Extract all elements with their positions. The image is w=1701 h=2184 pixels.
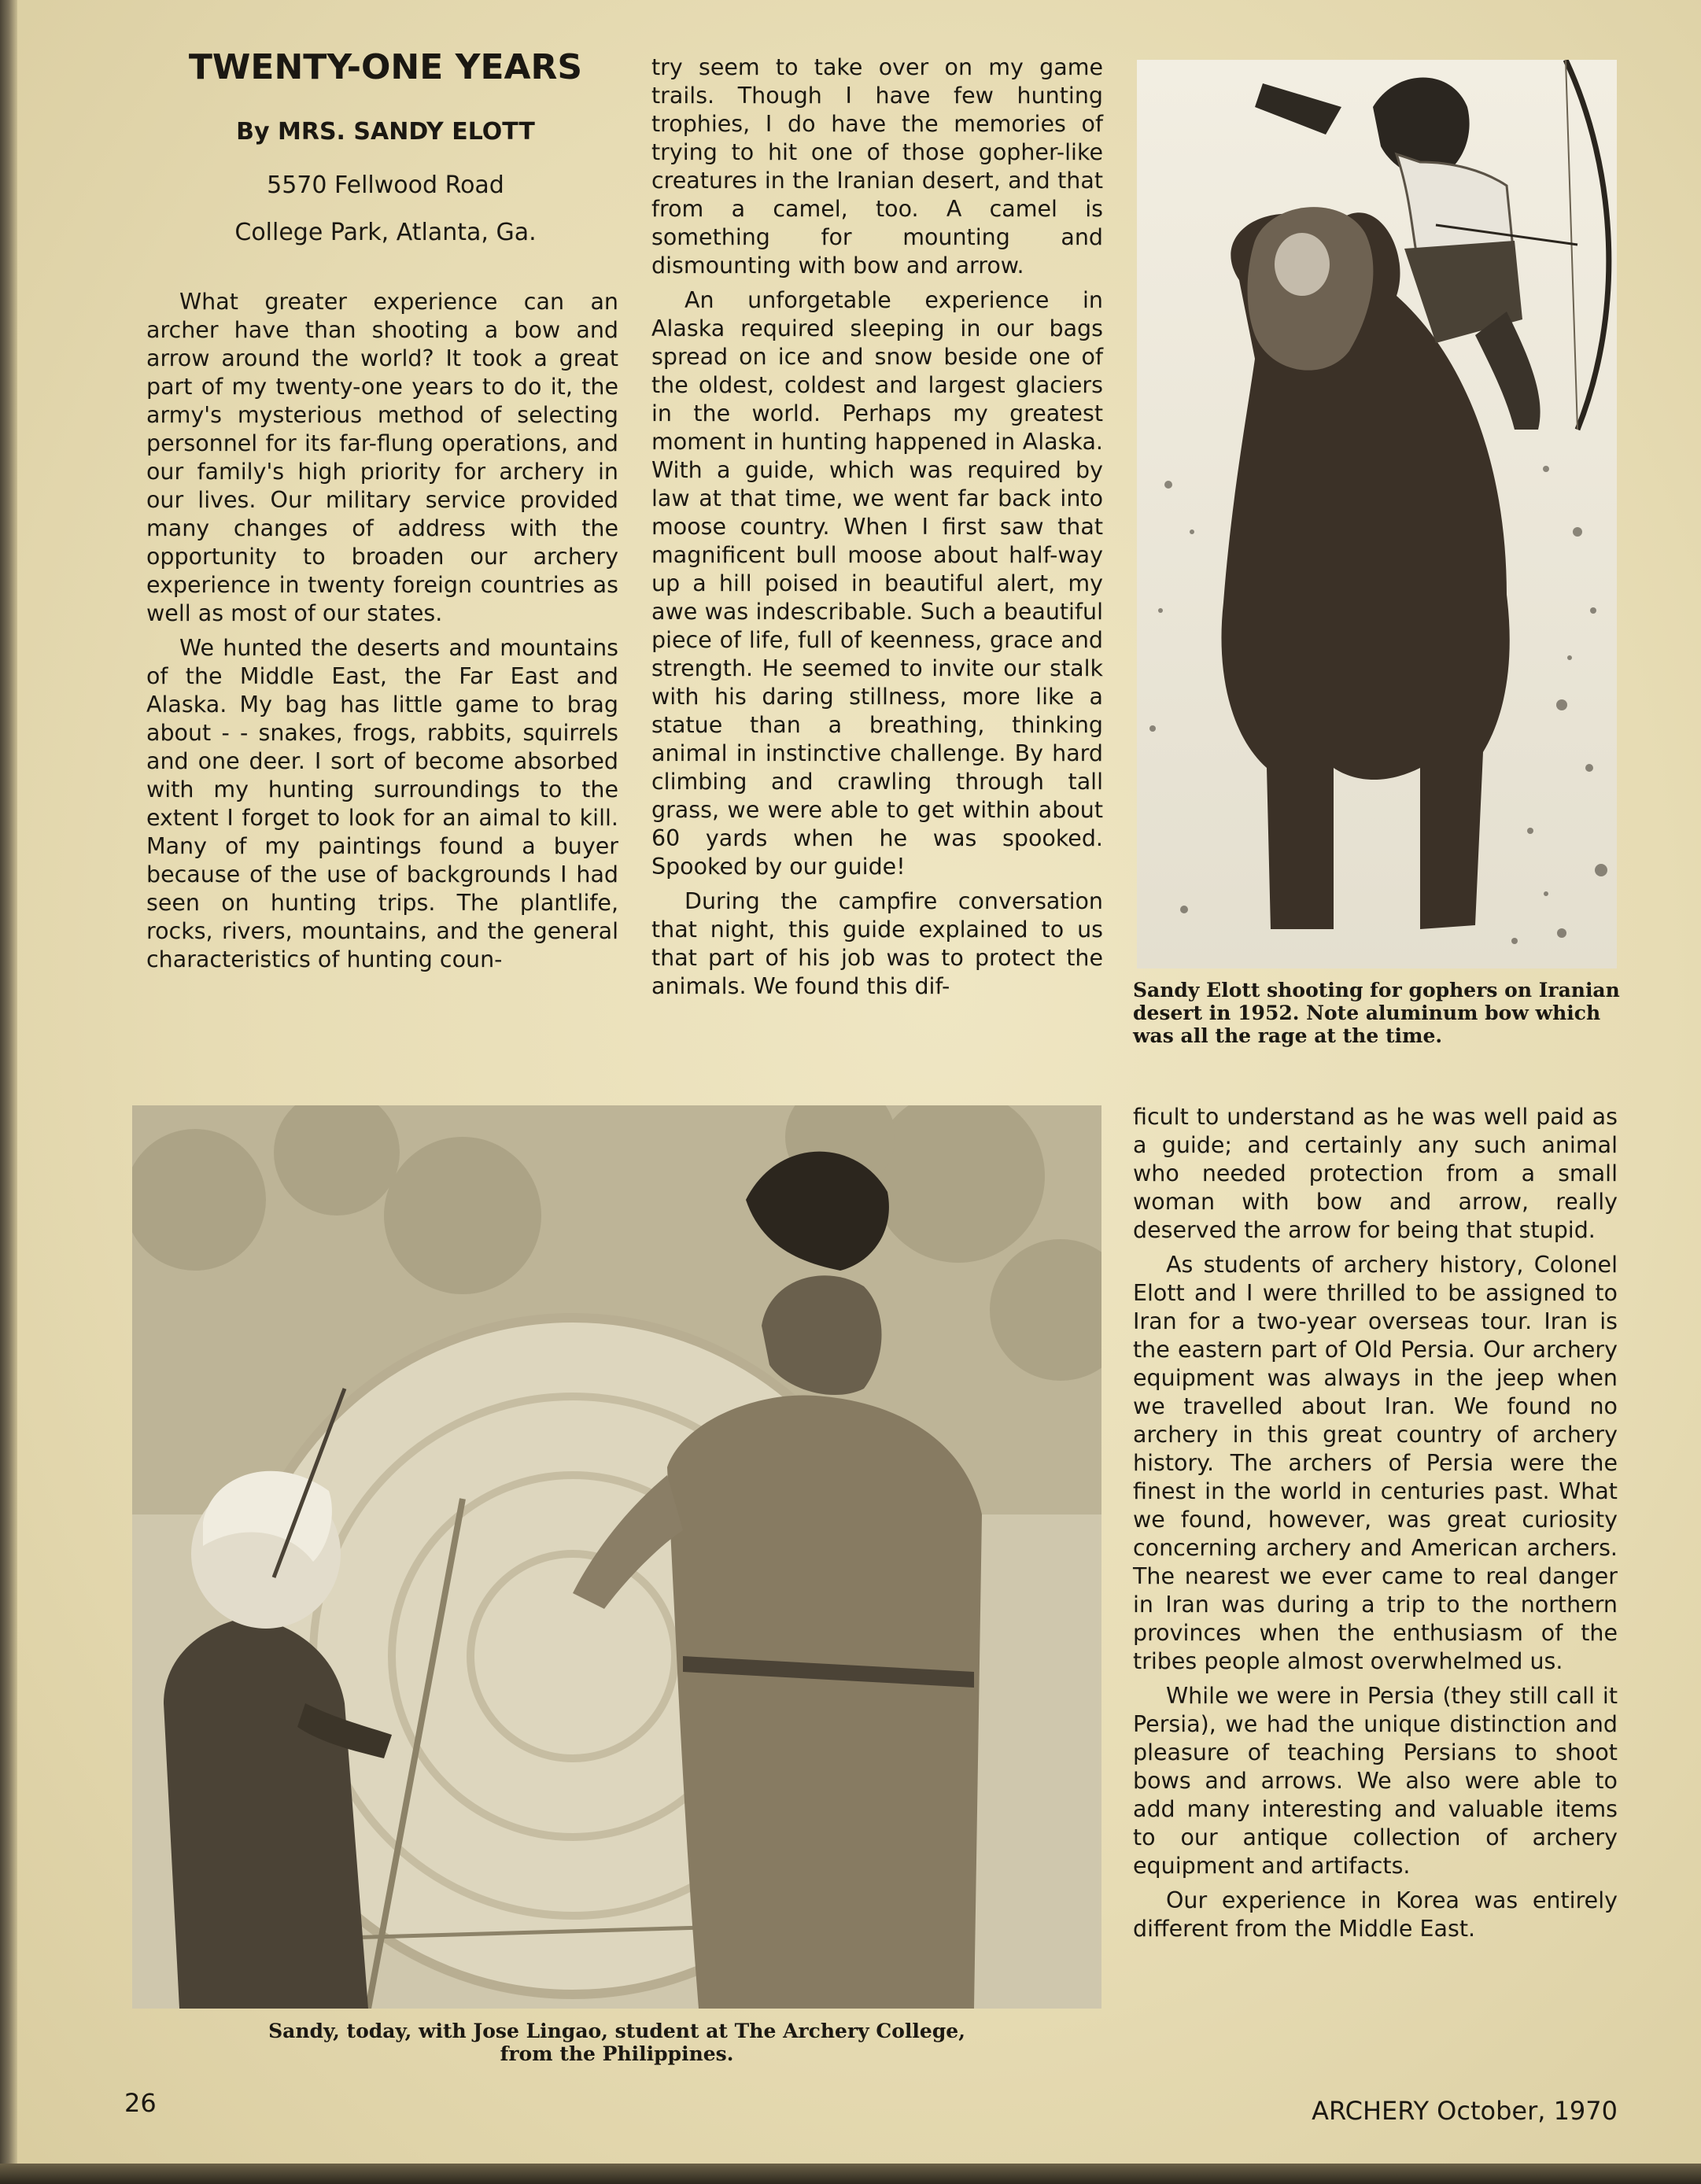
column-middle [651, 53, 1103, 1007]
page-bottom-edge [0, 2164, 1701, 2184]
target-practice-illustration [132, 1105, 1101, 2009]
paragraph: What greater experience can an archer have than shooting a bow and arrow around the world? It took a great part of my twenty-one years to do it, the army's mysterious method of selecting personnel for its far-flung operations, and our family's high priority for archery in our lives. Our military service provided many changes of address with the opportunity to broaden our archery experience in twenty foreign countries as well as most of our states. [146, 289, 618, 626]
running-footer: ARCHERY October, 1970 [1312, 2096, 1618, 2126]
address-street: 5570 Fellwood Road [267, 172, 504, 199]
column-left [146, 288, 618, 980]
paragraph: During the campfire conversation that night, this guide explained to us that part of his job was to protect the animals. We found this dif- [651, 888, 1103, 999]
page-number: 26 [124, 2088, 157, 2118]
paragraph: ficult to understand as he was well paid as a guide; and certainly any such animal who needed protection from a small woman with bow and arrow, really deserved the arrow for being that stupid. [1133, 1104, 1618, 1243]
paragraph: While we were in Persia (they still call it Persia), we had the unique distinction and pleasure of teaching Persians to shoot bows and arrows. We also were able to add many interesting and valuable items to our antique collection of archery equipment and artifacts. [1133, 1683, 1618, 1879]
column-right [1133, 1103, 1618, 1950]
paragraph: An unforgetable experience in Alaska required sleeping in our bags spread on ice and snow beside one of the oldest, coldest and largest glaciers in the world. Perhaps my greatest moment in hunting happened in Alaska. With a guide, which was required by law at that time, we went far back into moose country. When I first saw that magnificent bull moose about half-way up a hill poised in beautiful alert, my awe was indescribable. Such a beautiful piece of life, full of keenness, grace and strength. He seemed to invite our stalk with his daring stillness, more like a statue than a breathing, thinking animal in instinctive challenge. By hard climbing and crawling through tall grass, we were able to get within about 60 yards when he was spooked. Spooked by our guide! [651, 287, 1103, 880]
camel-archer-illustration [1137, 60, 1617, 968]
paragraph: try seem to take over on my game trails. Though I have few hunting trophies, I do have the memories of trying to hit one of those gopher-like creatures in the Iranian desert, and that from a camel, too. A camel is something for mounting and dismounting with bow and arrow. [651, 54, 1103, 279]
article-title: TWENTY-ONE YEARS [188, 47, 583, 87]
target-photo-caption-line2: from the Philippines. [500, 2042, 734, 2065]
article-byline: By MRS. SANDY ELOTT [236, 118, 535, 146]
paragraph: We hunted the deserts and mountains of the Middle East, the Far East and Alaska. My bag has little game to brag about - - snakes, frogs, rabbits, squirrels and one deer. I sort of become absorbed with my hunting surroundings to the extent I forget to look for an aimal to kill. Many of my paintings found a buyer because of the use of backgrounds I had seen on hunting trips. The plantlife, rocks, rivers, mountains, and the general characteristics of hunting coun- [146, 635, 618, 972]
camel-archer-photo [1137, 60, 1617, 968]
target-practice-photo [132, 1105, 1101, 2009]
paragraph: As students of archery history, Colonel Elott and I were thrilled to be assigned to Iran for a two-year overseas tour. Iran is the eastern part of Old Persia. Our archery equipment was always in the jeep when we travelled about Iran. We found no archery in this great country of archery history. The archers of Persia were the finest in the world in centuries past. What we found, however, was great curiosity concerning archery and American archers. The nearest we ever came to real danger in Iran was during a trip to the northern provinces when the enthusiasm of the tribes people almost overwhelmed us. [1133, 1252, 1618, 1674]
target-photo-caption-line1: Sandy, today, with Jose Lingao, student at The Archery College, [268, 2020, 965, 2042]
binding-shadow [0, 0, 17, 2184]
address-city: College Park, Atlanta, Ga. [234, 219, 537, 246]
paragraph: Our experience in Korea was entirely different from the Middle East. [1133, 1887, 1618, 1942]
camel-photo-caption: Sandy Elott shooting for gophers on Iranian desert in 1952. Note aluminum bow which was all the rage at the time. [1133, 979, 1620, 1047]
